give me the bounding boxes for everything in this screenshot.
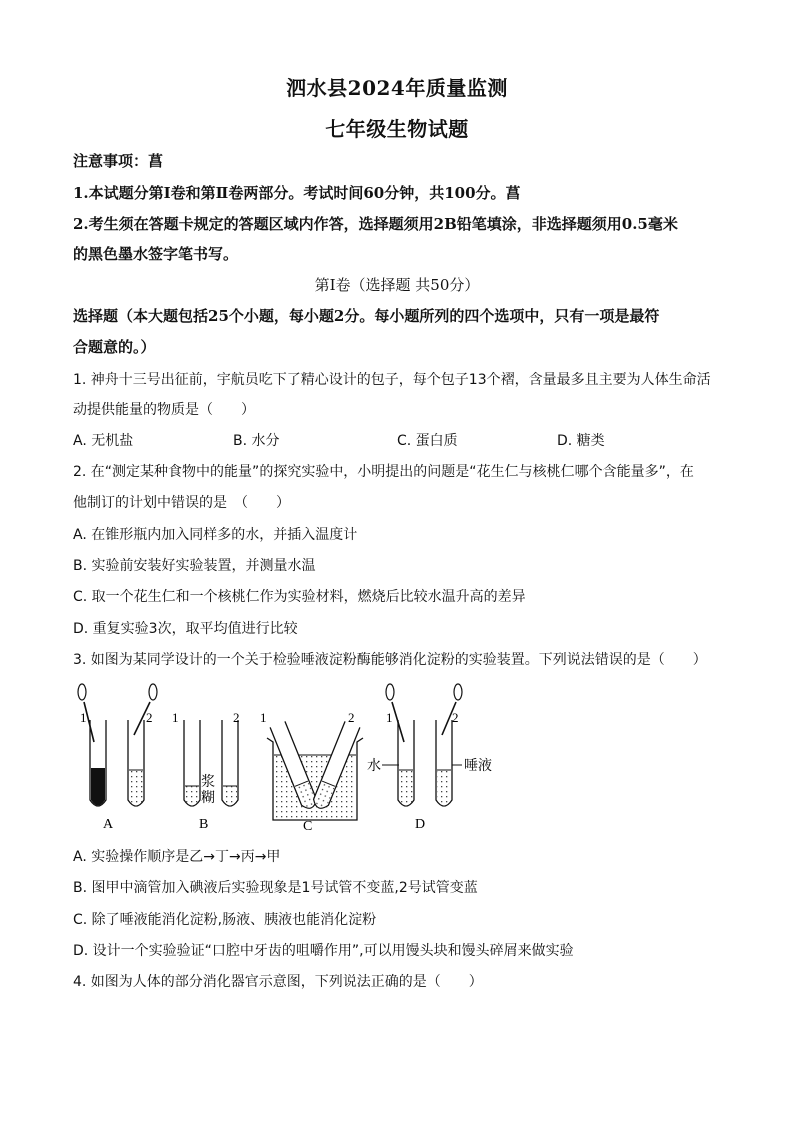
instructions-line-1: 选择题（本大题包括25个小题，每小题2分。每小题所列的四个选项中，只有一项是最符 [73,307,660,325]
panel-a-apparatus [78,684,157,806]
panel-a-tube-2-label: 2 [146,710,153,725]
notes-item-1: 1.本试题分第Ⅰ卷和第Ⅱ卷两部分。考试时间60分钟，共100分。菖 [73,184,521,202]
q1-option-c: C. 蛋白质 [397,433,458,449]
q4-stem-line-1: 4. 如图为人体的部分消化器官示意图，下列说法正确的是（ ） [73,974,483,990]
q3-option-d: D. 设计一个实验验证“口腔中牙齿的咀嚼作用”,可以用馒头块和馒头碎屑来做实验 [73,943,574,959]
panel-d-tube-1-label: 1 [386,710,393,725]
q3-option-c: C. 除了唾液能消化淀粉,肠液、胰液也能消化淀粉 [73,912,377,928]
q2-stem-line-2: 他制订的计划中错误的是 （ ） [73,495,290,511]
panel-b-tube-1-label: 1 [172,710,179,725]
panel-b-caption: B [199,817,209,832]
notes-item-2-line-1: 2.考生须在答题卡规定的答题区域内作答，选择题须用2B铅笔填涂，非选择题须用0.5毫米 [73,215,678,233]
q1-option-a: A. 无机盐 [73,433,134,449]
panel-c-caption: C [303,819,313,834]
panel-b-paste-label-1: 浆 [201,775,215,790]
q3-option-a: A. 实验操作顺序是乙→丁→丙→甲 [73,849,281,865]
q3-figure [60,680,520,840]
panel-b-paste-label-2: 糊 [201,791,215,806]
panel-d-apparatus [382,684,462,806]
panel-c-tube-2-label: 2 [348,710,355,725]
exam-subtitle: 七年级生物试题 [325,117,469,141]
section-title: 第Ⅰ卷（选择题 共50分） [314,276,480,294]
q2-option-b: B. 实验前安装好实验装置，并测量水温 [73,558,316,574]
q2-option-d: D. 重复实验3次，取平均值进行比较 [73,621,298,637]
q2-option-a: A. 在锥形瓶内加入同样多的水，并插入温度计 [73,527,358,543]
q1-option-d: D. 糖类 [557,433,605,449]
exam-title: 泗水县2024年质量监测 [286,76,508,100]
panel-d-tube-2-label: 2 [452,710,459,725]
q3-stem-line-1: 3. 如图为某同学设计的一个关于检验唾液淀粉酶能够消化淀粉的实验装置。下列说法错误的是（ ） [73,652,707,668]
panel-c-tube-1-label: 1 [260,710,267,725]
panel-d-saliva-label: 唾液 [464,759,492,774]
q2-stem-line-1: 2. 在“测定某种食物中的能量”的探究实验中，小明提出的问题是“花生仁与核桃仁哪个含能量多”，在 [73,464,694,480]
notes-item-2-line-2: 的黑色墨水签字笔书写。 [73,245,239,263]
instructions-line-2: 合题意的。） [73,338,156,356]
q1-stem-line-1: 1. 神舟十三号出征前，宇航员吃下了精心设计的包子，每个包子13个褶，含量最多且主要为人体生命活 [73,372,711,388]
notes-heading: 注意事项：菖 [73,152,164,170]
q1-stem-line-2: 动提供能量的物质是（ ） [73,402,255,418]
panel-c-apparatus [267,721,363,820]
panel-b-tube-2-label: 2 [233,710,240,725]
q1-option-b: B. 水分 [233,433,280,449]
panel-a-caption: A [103,817,114,832]
panel-a-tube-1-label: 1 [80,710,87,725]
panel-d-water-label: 水 [367,759,381,774]
panel-d-caption: D [415,817,426,832]
q2-option-c: C. 取一个花生仁和一个核桃仁作为实验材料，燃烧后比较水温升高的差异 [73,589,526,605]
q3-option-b: B. 图甲中滴管加入碘液后实验现象是1号试管不变蓝,2号试管变蓝 [73,880,478,896]
